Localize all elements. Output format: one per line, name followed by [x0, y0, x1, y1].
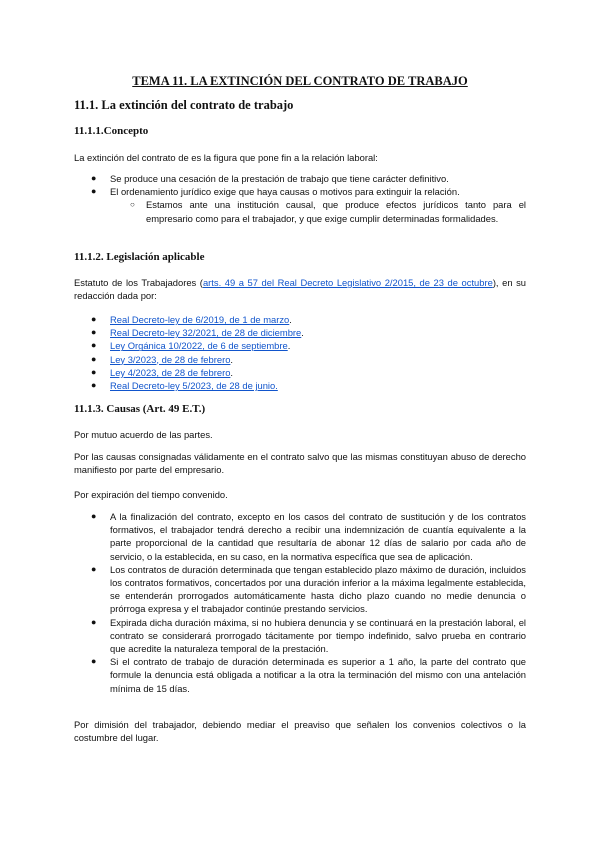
list-item-text: Si el contrato de trabajo de duración determinada es superior a 1 año, la parte del contrato que formule la denuncia está obligada a notificar a la otra la terminación del mismo con una antelación mínima de 15 días.	[110, 656, 526, 694]
bullet-icon: ●	[91, 340, 97, 351]
law-link[interactable]: Real Decreto-ley de 6/2019, de 1 de marzo	[110, 314, 290, 325]
bullet-icon: ●	[91, 186, 97, 197]
link-suffix: .	[287, 340, 291, 352]
bullet-icon: ●	[91, 656, 97, 667]
list-item-text: Expirada dicha duración máxima, si no hubiera denuncia y se continuará en la prestación laboral, el contrato se considerará prorrogado tácitamente por tiempo indefinido, salvo prueba en contrario que acredite la naturaleza temporal de la prestación.	[110, 616, 526, 655]
link-suffix: .	[289, 314, 292, 325]
list-item	[74, 339, 526, 352]
bullet-icon: ●	[91, 173, 97, 183]
causas-paragraph-dimision: Por dimisión del trabajador, debiendo mediar el preaviso que señalen los convenios colectivos o la costumbre del lugar.	[74, 719, 526, 744]
law-link[interactable]: Real Decreto-ley 32/2021, de 28 de diciembre	[110, 327, 302, 339]
list-item	[74, 366, 526, 379]
causas-bullet-list	[74, 510, 526, 695]
circle-bullet-icon: ○	[130, 200, 135, 210]
law-link[interactable]: Ley Orgánica 10/2022, de 6 de septiembre	[110, 340, 288, 352]
sub-list-item	[74, 198, 526, 224]
list-item	[74, 655, 526, 695]
bullet-icon: ●	[91, 511, 97, 521]
bullet-icon: ●	[91, 353, 97, 364]
page-title: TEMA 11. LA EXTINCIÓN DEL CONTRATO DE TRABAJO	[132, 74, 468, 88]
concepto-paragraph: La extinción del contrato de es la figura que pone fin a la relación laboral:	[74, 152, 378, 163]
section-heading-legislacion: 11.1.2. Legislación aplicable	[74, 251, 205, 263]
list-item-text: Estamos ante una institución causal, que produce efectos jurídicos tanto para el empresario como para el trabajador, y que exige cumplir determinadas formalidades.	[146, 199, 526, 224]
list-item	[74, 616, 526, 656]
link-suffix: .	[230, 353, 234, 365]
law-link[interactable]: Ley 3/2023, de 28 de febrero	[110, 353, 231, 365]
legislacion-text-after: ), en su redacción dada por:	[74, 277, 527, 302]
list-item	[74, 379, 526, 392]
section-heading-causas: 11.1.3. Causas (Art. 49 E.T.)	[74, 403, 206, 415]
bullet-icon: ●	[91, 563, 97, 574]
estatuto-link[interactable]: arts. 49 a 57 del Real Decreto Legislativo 2/2015, de 23 de octubre	[202, 277, 493, 288]
list-item	[74, 510, 526, 563]
concepto-bullet-list	[74, 172, 526, 225]
law-link[interactable]: Real Decreto-ley 5/2023, de 28 de junio.	[110, 380, 278, 392]
list-item	[74, 353, 526, 366]
list-item	[74, 563, 526, 616]
list-item	[74, 185, 526, 198]
list-item-text: Se produce una cesación de la prestación de trabajo que tiene carácter definitivo.	[110, 173, 449, 184]
causas-paragraph-expiracion: Por expiración del tiempo convenido.	[74, 489, 228, 500]
list-item-text: Los contratos de duración determinada que tengan establecido plazo máximo de duración, incluidos los contratos formativos, concertados por una duración inferior a la máxima legalmente establecida, se entenderán prorrogados automáticamente hasta dicho plazo cuando no medie denuncia o prórroga expresa y el trabajador continúe prestando servicios.	[110, 563, 526, 615]
law-link[interactable]: Ley 4/2023, de 28 de febrero	[110, 366, 231, 378]
legislacion-paragraph	[74, 276, 526, 302]
legislacion-link-list	[74, 313, 526, 392]
link-suffix: .	[230, 366, 234, 378]
list-item-text: El ordenamiento jurídico exige que haya causas o motivos para extinguir la relación.	[110, 186, 460, 198]
list-item	[74, 313, 526, 326]
bullet-icon: ●	[91, 327, 97, 338]
section-heading-concepto: 11.1.1.Concepto	[74, 125, 149, 137]
bullet-icon: ●	[91, 366, 97, 377]
legislacion-text-before: Estatuto de los Trabajadores (	[74, 277, 203, 288]
bullet-icon: ●	[91, 616, 97, 627]
section-heading-11-1: 11.1. La extinción del contrato de trabajo	[74, 98, 294, 112]
list-item	[74, 172, 526, 185]
list-item-text: A la finalización del contrato, excepto en los casos del contrato de sustitución y de los contratos formativos, el trabajador tendrá derecho a recibir una indemnización de cuantía equivalente a la parte proporcional de la cantidad que resultaría de abonar 12 días de salario por cada año de servicio, o la establecida, en su caso, en la normativa específica que sea de aplicación.	[110, 511, 526, 562]
bullet-icon: ●	[91, 380, 97, 391]
causas-paragraph-mutuo-acuerdo: Por mutuo acuerdo de las partes.	[74, 429, 213, 440]
link-suffix: .	[301, 327, 304, 339]
bullet-icon: ●	[91, 314, 97, 324]
causas-paragraph-causas-consignadas: Por las causas consignadas válidamente en el contrato salvo que las mismas constituyan abuso de derecho manifiesto por parte del empresario.	[74, 451, 526, 476]
list-item	[74, 326, 526, 339]
